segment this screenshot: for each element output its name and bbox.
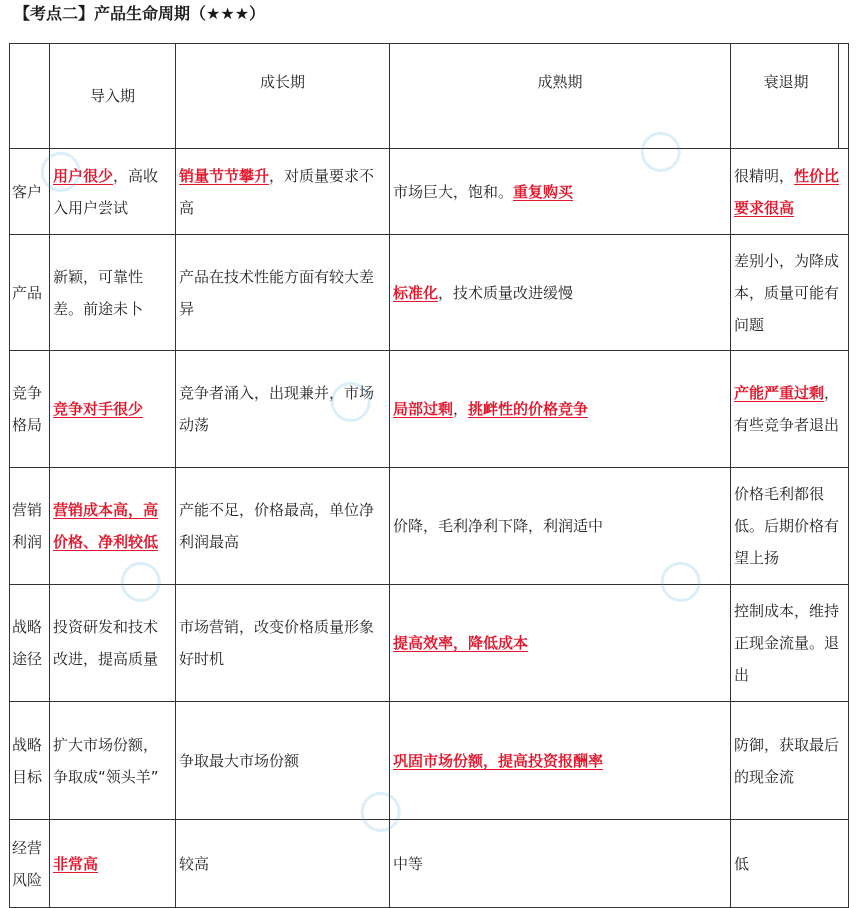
row-label: 战略途径 bbox=[10, 585, 50, 702]
cell-growth bbox=[176, 468, 390, 585]
cell-intro bbox=[50, 351, 176, 468]
cell-text: 差别小，为降成本，质量可能有问题 bbox=[734, 251, 840, 334]
cell-text: 价降，毛利净利下降，利润适中 bbox=[393, 517, 604, 535]
cell-decline bbox=[731, 702, 849, 820]
cell-maturity bbox=[390, 351, 731, 468]
highlight-text: 非常高 bbox=[53, 854, 99, 873]
cell-growth bbox=[176, 235, 390, 351]
cell-decline bbox=[731, 820, 849, 908]
cell-text: 低 bbox=[734, 854, 750, 873]
cell-growth bbox=[176, 702, 390, 820]
cell-maturity bbox=[390, 702, 731, 820]
row-label: 产品 bbox=[10, 235, 50, 351]
cell-intro bbox=[50, 468, 176, 585]
cell-growth bbox=[176, 585, 390, 702]
cell-text: ，有些竞争者退出 bbox=[734, 384, 840, 434]
cell-intro bbox=[50, 149, 176, 235]
cell-decline bbox=[731, 235, 849, 351]
cell-maturity bbox=[390, 585, 731, 702]
row-label: 客户 bbox=[10, 149, 50, 235]
highlight-text: 标准化 bbox=[393, 283, 439, 302]
row-label: 战略目标 bbox=[10, 702, 50, 820]
cell-text: ， bbox=[453, 400, 469, 418]
cell-intro bbox=[50, 585, 176, 702]
row-product bbox=[10, 235, 849, 351]
cell-text: 竞争者涌入，出现兼并，市场动荡 bbox=[179, 384, 375, 434]
row-strategy-goal bbox=[10, 702, 849, 820]
lifecycle-table bbox=[9, 43, 849, 908]
cell-growth bbox=[176, 820, 390, 908]
cell-text: 价格毛利都很低。后期价格有望上扬 bbox=[734, 485, 840, 567]
cell-text: 产品在技术性能方面有较大差异 bbox=[179, 267, 375, 318]
row-competition bbox=[10, 351, 849, 468]
cell-maturity bbox=[390, 235, 731, 351]
highlight-text: 竞争对手很少 bbox=[53, 400, 144, 418]
highlight-text: 产能严重过剩 bbox=[734, 384, 825, 402]
row-customer bbox=[10, 149, 849, 235]
cell-text: 新颖，可靠性差。前途未卜 bbox=[53, 267, 144, 318]
cell-text: ，技术质量改进缓慢 bbox=[438, 283, 574, 302]
cell-intro bbox=[50, 820, 176, 908]
cell-text: 很精明， bbox=[734, 166, 795, 185]
highlight-text: 提高效率，降低成本 bbox=[393, 634, 529, 652]
highlight-text: 挑衅性的价格竞争 bbox=[468, 400, 589, 418]
row-label: 营销利润 bbox=[10, 468, 50, 585]
highlight-text: 性价比要求很高 bbox=[734, 166, 840, 217]
page-title: 【考点二】产品生命周期（★★★） bbox=[14, 4, 266, 23]
cell-growth bbox=[176, 351, 390, 468]
highlight-text: 局部过剩 bbox=[393, 400, 454, 418]
highlight-text: 销量节节攀升 bbox=[179, 166, 270, 185]
row-business-risk bbox=[10, 820, 849, 908]
cell-decline bbox=[731, 585, 849, 702]
highlight-text: 营销成本高，高价格、净利较低 bbox=[53, 501, 159, 551]
header-row bbox=[10, 44, 849, 149]
cell-maturity bbox=[390, 468, 731, 585]
cell-text: ，高收入用户尝试 bbox=[53, 166, 159, 217]
cell-text: 较高 bbox=[179, 854, 210, 873]
row-label: 竞争格局 bbox=[10, 351, 50, 468]
highlight-text: 巩固市场份额，提高投资报酬率 bbox=[393, 751, 604, 770]
cell-decline bbox=[731, 468, 849, 585]
cell-text: ，对质量要求不高 bbox=[179, 166, 375, 217]
cell-text: 争取最大市场份额 bbox=[179, 751, 300, 770]
cell-text: 扩大市场份额，争取成“领头羊” bbox=[53, 735, 159, 786]
cell-intro bbox=[50, 702, 176, 820]
cell-text: 中等 bbox=[393, 854, 424, 873]
highlight-text: 重复购买 bbox=[513, 182, 574, 201]
header-maturity-stage: 成熟期 bbox=[390, 44, 731, 149]
row-strategy-path bbox=[10, 585, 849, 702]
row-marketing-profit bbox=[10, 468, 849, 585]
cell-intro bbox=[50, 235, 176, 351]
row-label: 经营风险 bbox=[10, 820, 50, 908]
cell-text: 控制成本，维持正现金流量。退出 bbox=[734, 602, 840, 684]
header-decline-stage: 衰退期 bbox=[731, 44, 849, 149]
cell-text: 市场巨大，饱和。 bbox=[393, 182, 514, 201]
header-corner bbox=[10, 44, 50, 149]
cell-text: 产能不足，价格最高，单位净利润最高 bbox=[179, 501, 375, 551]
header-growth-stage: 成长期 bbox=[176, 44, 390, 149]
header-intro-stage: 导入期 bbox=[50, 44, 176, 149]
cell-text: 投资研发和技术改进，提高质量 bbox=[53, 618, 159, 668]
cell-growth bbox=[176, 149, 390, 235]
cell-text: 防御，获取最后的现金流 bbox=[734, 735, 840, 786]
cell-maturity bbox=[390, 149, 731, 235]
cell-decline bbox=[731, 351, 849, 468]
cell-decline bbox=[731, 149, 849, 235]
highlight-text: 用户很少 bbox=[53, 166, 114, 185]
cell-text: 市场营销，改变价格质量形象好时机 bbox=[179, 618, 375, 668]
cell-maturity bbox=[390, 820, 731, 908]
